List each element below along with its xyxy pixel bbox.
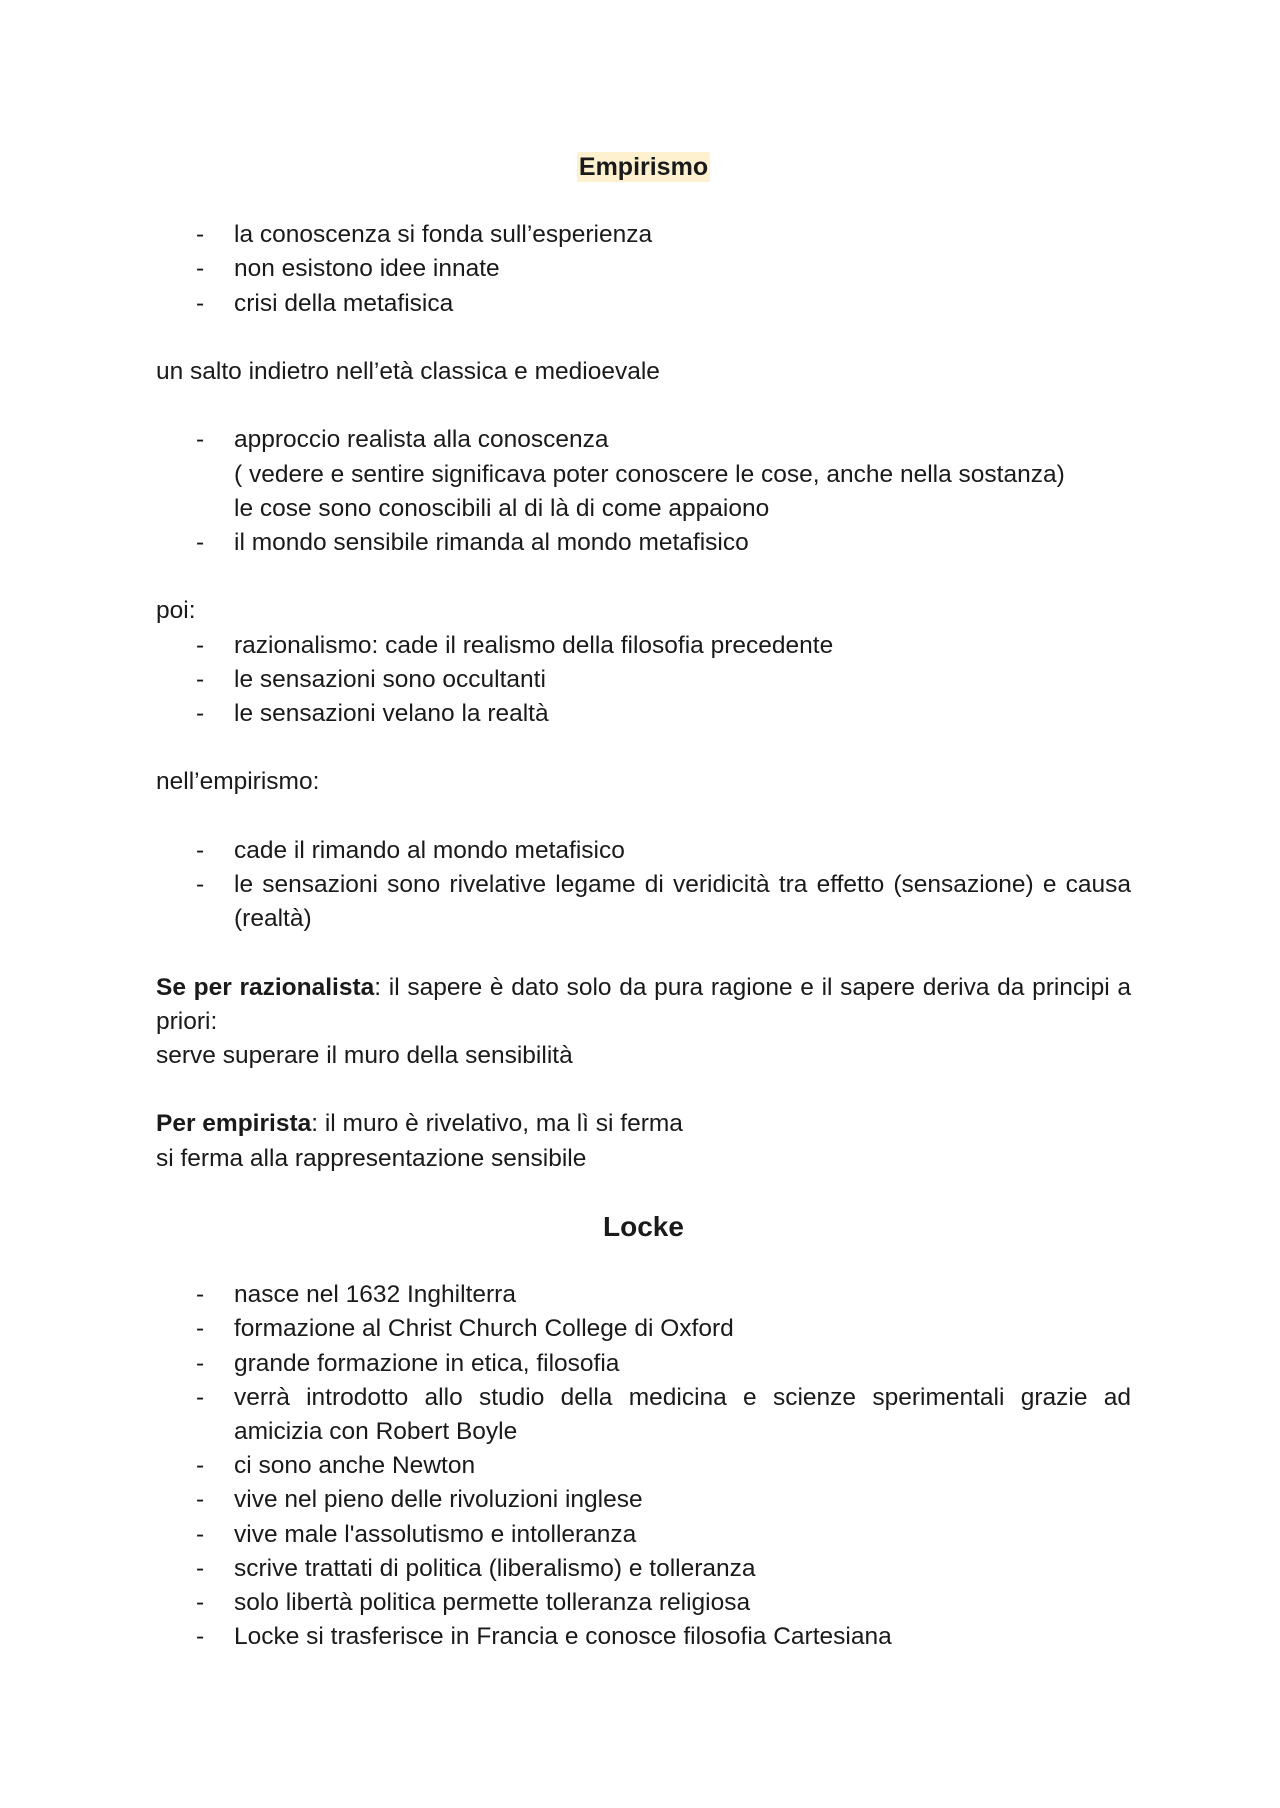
section-title-locke: Locke <box>603 1210 684 1242</box>
highlighted-title: Empirismo <box>578 153 709 181</box>
list-item: - scrive trattati di politica (liberalismo) e tolleranza <box>156 1552 1131 1586</box>
dash-bullet: - <box>196 1281 205 1309</box>
dash-bullet: - <box>196 665 205 693</box>
dash-bullet: - <box>196 221 205 249</box>
list-item: - Locke si trasferisce in Francia e conosce filosofia Cartesiana <box>156 1620 1131 1654</box>
dash-bullet: - <box>196 1486 205 1514</box>
dash-bullet: - <box>196 1349 205 1377</box>
dash-bullet: - <box>196 1315 205 1343</box>
list-item: - le sensazioni sono rivelative legame di veridicità tra effetto (sensazione) e causa (realtà) <box>156 868 1131 936</box>
dash-bullet: - <box>196 255 205 283</box>
list-item: - non esistono idee innate <box>156 252 1131 286</box>
dash-bullet: - <box>196 1383 205 1411</box>
intro-list <box>156 218 1131 321</box>
empirista-paragraph: Per empirista: il muro è rivelativo, ma lì si ferma <box>156 1110 683 1138</box>
spacer <box>156 389 1131 423</box>
spacer <box>156 1176 1131 1210</box>
list-item: - solo libertà politica permette tolleranza religiosa <box>156 1586 1131 1620</box>
dash-bullet: - <box>196 426 205 454</box>
spacer <box>156 321 1131 355</box>
spacer <box>156 184 1131 218</box>
list-item: - approccio realista alla conoscenza ( vedere e sentire significava poter conoscere le cose, anche nella sostanza) le cose sono conoscibili al di là di come appaiono <box>156 423 1131 526</box>
list-item: - razionalismo: cade il realismo della filosofia precedente <box>156 629 1131 663</box>
document-content <box>156 150 1131 1654</box>
dash-bullet: - <box>196 289 205 317</box>
list-item: - verrà introdotto allo studio della medicina e scienze sperimentali grazie ad amicizia con Robert Boyle <box>156 1381 1131 1449</box>
dash-bullet: - <box>196 1554 205 1582</box>
list-item: - ci sono anche Newton <box>156 1449 1131 1483</box>
list-item: - cade il rimando al mondo metafisico <box>156 834 1131 868</box>
spacer <box>156 800 1131 834</box>
dash-bullet: - <box>196 836 205 864</box>
dash-bullet: - <box>196 528 205 556</box>
spacer <box>156 560 1131 594</box>
razionalista-bold: Se per razionalista <box>156 973 375 1001</box>
list-item: - formazione al Christ Church College di Oxford <box>156 1312 1131 1346</box>
list-item: - grande formazione in etica, filosofia <box>156 1347 1131 1381</box>
salto-line: un salto indietro nell’età classica e medioevale <box>156 357 660 385</box>
list-item: - le sensazioni sono occultanti <box>156 663 1131 697</box>
dash-bullet: - <box>196 1452 205 1480</box>
list-item: - nasce nel 1632 Inghilterra <box>156 1278 1131 1312</box>
section-title-empirismo <box>156 150 1131 184</box>
dash-bullet: - <box>196 1623 205 1651</box>
locke-list <box>156 1278 1131 1654</box>
list-item: - vive nel pieno delle rivoluzioni inglese <box>156 1483 1131 1517</box>
dash-bullet: - <box>196 1520 205 1548</box>
dash-bullet: - <box>196 870 205 898</box>
list-item: - le sensazioni velano la realtà <box>156 697 1131 731</box>
poi-label: poi: <box>156 597 196 625</box>
salto-list <box>156 423 1131 560</box>
empirista-line2: si ferma alla rappresentazione sensibile <box>156 1144 587 1172</box>
dash-bullet: - <box>196 1588 205 1616</box>
spacer <box>156 731 1131 765</box>
spacer <box>156 936 1131 970</box>
list-item: - vive male l'assolutismo e intolleranza <box>156 1518 1131 1552</box>
razionalista-line2: serve superare il muro della sensibilità <box>156 1041 573 1069</box>
razionalista-paragraph: Se per razionalista: il sapere è dato solo da pura ragione e il sapere deriva da principi a priori: <box>156 973 1131 1035</box>
poi-list <box>156 629 1131 732</box>
empirismo-label: nell’empirismo: <box>156 768 320 796</box>
dash-bullet: - <box>196 631 205 659</box>
spacer <box>156 1244 1131 1278</box>
list-item: - il mondo sensibile rimanda al mondo metafisico <box>156 526 1131 560</box>
list-item: - crisi della metafisica <box>156 287 1131 321</box>
dash-bullet: - <box>196 699 205 727</box>
empirismo-list <box>156 834 1131 937</box>
spacer <box>156 1073 1131 1107</box>
list-item: - la conoscenza si fonda sull’esperienza <box>156 218 1131 252</box>
empirista-bold: Per empirista <box>156 1110 312 1138</box>
